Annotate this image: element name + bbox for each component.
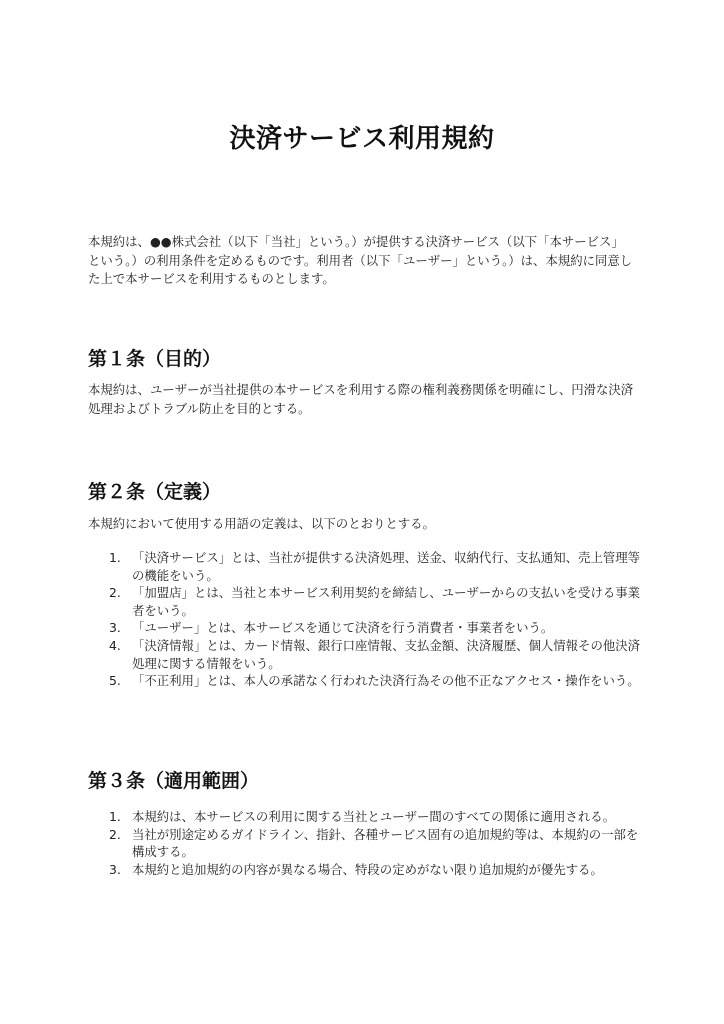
intro-paragraph: 本規約は、●●株式会社（以下「当社」という。）が提供する決済サービス（以下「本サービス」という。）の利用条件を定めるものです。利用者（以下「ユーザー」という。）は、本規約に同意した上で本サービスを利用するものとします。 (88, 234, 633, 286)
item-text: 本規約は、本サービスの利用に関する当社とユーザー間のすべての関係に適用される。 (132, 809, 615, 824)
list-item (88, 584, 648, 619)
item-number: 1. (109, 809, 121, 824)
article-2-body: 本規約において使用する用語の定義は、以下のとおりとする。 (88, 516, 435, 531)
item-text: 「不正利用」とは、本人の承諾なく行われた決済行為その他不正なアクセス・操作をいう。 (132, 673, 640, 689)
item-number: 1. (109, 550, 121, 565)
article-2-heading: 第２条（定義） (88, 481, 222, 503)
item-text: 本規約と追加規約の内容が異なる場合、特段の定めがない限り追加規約が優先する。 (132, 861, 603, 877)
list-item (88, 619, 648, 637)
list-item (88, 808, 648, 826)
item-number: 4. (109, 637, 121, 653)
item-text: 「加盟店」とは、当社と本サービス利用契約を締結し、ユーザーからの支払いを受ける事業者をいう。 (132, 585, 641, 618)
list-item (88, 672, 648, 690)
article-3-heading: 第３条（適用範囲） (88, 770, 260, 792)
list-item (88, 826, 648, 861)
document-title: 決済サービス利用規約 (229, 124, 495, 154)
item-number: 3. (109, 620, 121, 636)
list-item (88, 637, 648, 672)
list-item (88, 861, 648, 879)
item-number: 5. (109, 673, 121, 689)
item-text: 当社が別途定めるガイドライン、指針、各種サービス固有の追加規約等は、本規約の一部を構成する。 (132, 826, 639, 860)
article-2-definition-list (88, 549, 648, 690)
item-number: 2. (109, 826, 121, 842)
item-text: 「決済情報」とは、カード情報、銀行口座情報、支払金額、決済履歴、個人情報その他決済処理に関する情報をいう。 (132, 637, 641, 671)
list-item (88, 549, 648, 584)
item-number: 3. (109, 861, 121, 877)
article-3-scope-list (88, 808, 648, 878)
item-text: 「決済サービス」とは、当社が提供する決済処理、送金、収納代行、支払通知、売上管理等の機能をいう。 (132, 550, 641, 583)
article-1-body: 本規約は、ユーザーが当社提供の本サービスを利用する際の権利義務関係を明確にし、円滑な決済処理およびトラブル防止を目的とする。 (88, 382, 634, 416)
article-1-heading: 第１条（目的） (88, 348, 222, 370)
item-number: 2. (109, 585, 121, 601)
item-text: 「ユーザー」とは、本サービスを通じて決済を行う消費者・事業者をいう。 (132, 620, 554, 636)
